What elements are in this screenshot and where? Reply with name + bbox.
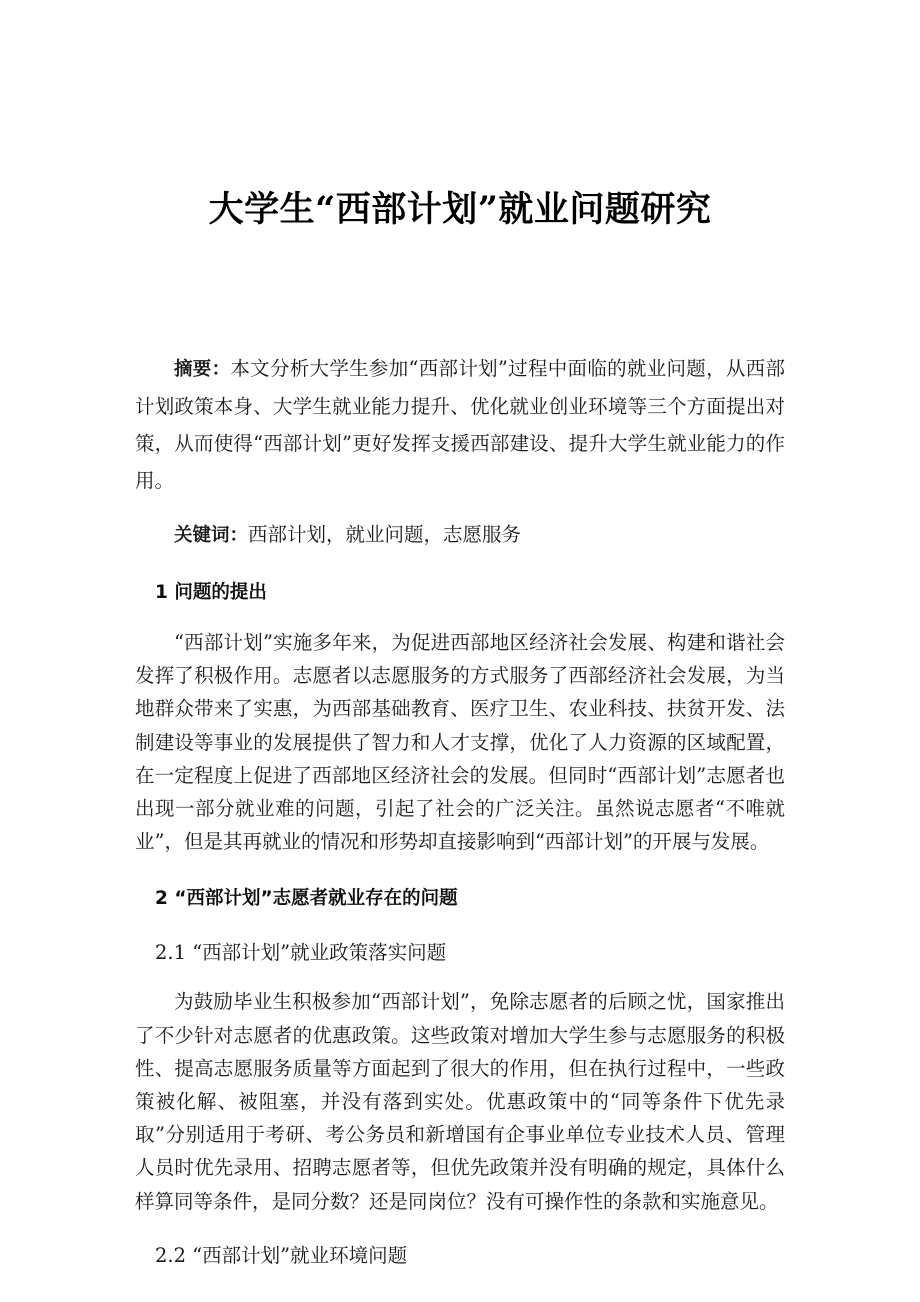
document-content <box>135 0 785 1272</box>
section-1-paragraph: “西部计划”实施多年来，为促进西部地区经济社会发展、构建和谐社会发挥了积极作用。志愿者以志愿服务的方式服务了西部经济社会发展，为当地群众带来了实惠，为西部基础教育、医疗卫生、农业科技、扶贫开发、法制建设等事业的发展提供了智力和人才支撑，优化了人力资源的区域配置，在一定程度上促进了西部地区经济社会的发展。但同时“西部计划”志愿者也出现一部分就业难的问题，引起了社会的广泛关注。虽然说志愿者“不唯就业”，但是其再就业的情况和形势却直接影响到“西部计划”的开展与发展。 <box>135 631 785 854</box>
keywords-paragraph <box>135 499 785 554</box>
abstract-paragraph <box>135 232 785 499</box>
keywords-text: 西部计划，就业问题，志愿服务 <box>248 523 522 546</box>
abstract-label: 摘要： <box>174 359 231 380</box>
subsection-heading-2-1: 2.1 “西部计划”就业政策落实问题 <box>155 941 447 965</box>
keywords-label: 关键词： <box>174 525 249 546</box>
subsection-heading-2-2: 2.2 “西部计划”就业环境问题 <box>155 1243 408 1267</box>
section-heading-2: 2 “西部计划”志愿者就业存在的问题 <box>155 888 458 910</box>
section-heading-1: 1 问题的提出 <box>155 582 267 603</box>
subsection-2-1-paragraph: 为鼓励毕业生积极参加“西部计划”，免除志愿者的后顾之忧，国家推出了不少针对志愿者的优惠政策。这些政策对增加大学生参与志愿服务的积极性、提高志愿服务质量等方面起到了很大的作用，但在执行过程中，一些政策被化解、被阻塞，并没有落到实处。优惠政策中的“同等条件下优先录取”分别适用于考研、考公务员和新增国有企事业单位专业技术人员、管理人员时优先录用、招聘志愿者等，但优先政策并没有明确的规定，具体什么样算同等条件，是同分数？还是同岗位？没有可操作性的条款和实施意见。 <box>135 990 785 1213</box>
abstract-text: 本文分析大学生参加“西部计划”过程中面临的就业问题，从西部计划政策本身、大学生就业能力提升、优化就业创业环境等三个方面提出对策，从而使得“西部计划”更好发挥支援西部建设、提升大学生就业能力的作用。 <box>135 357 785 492</box>
page-title: 大学生“西部计划”就业问题研究 <box>208 189 712 230</box>
